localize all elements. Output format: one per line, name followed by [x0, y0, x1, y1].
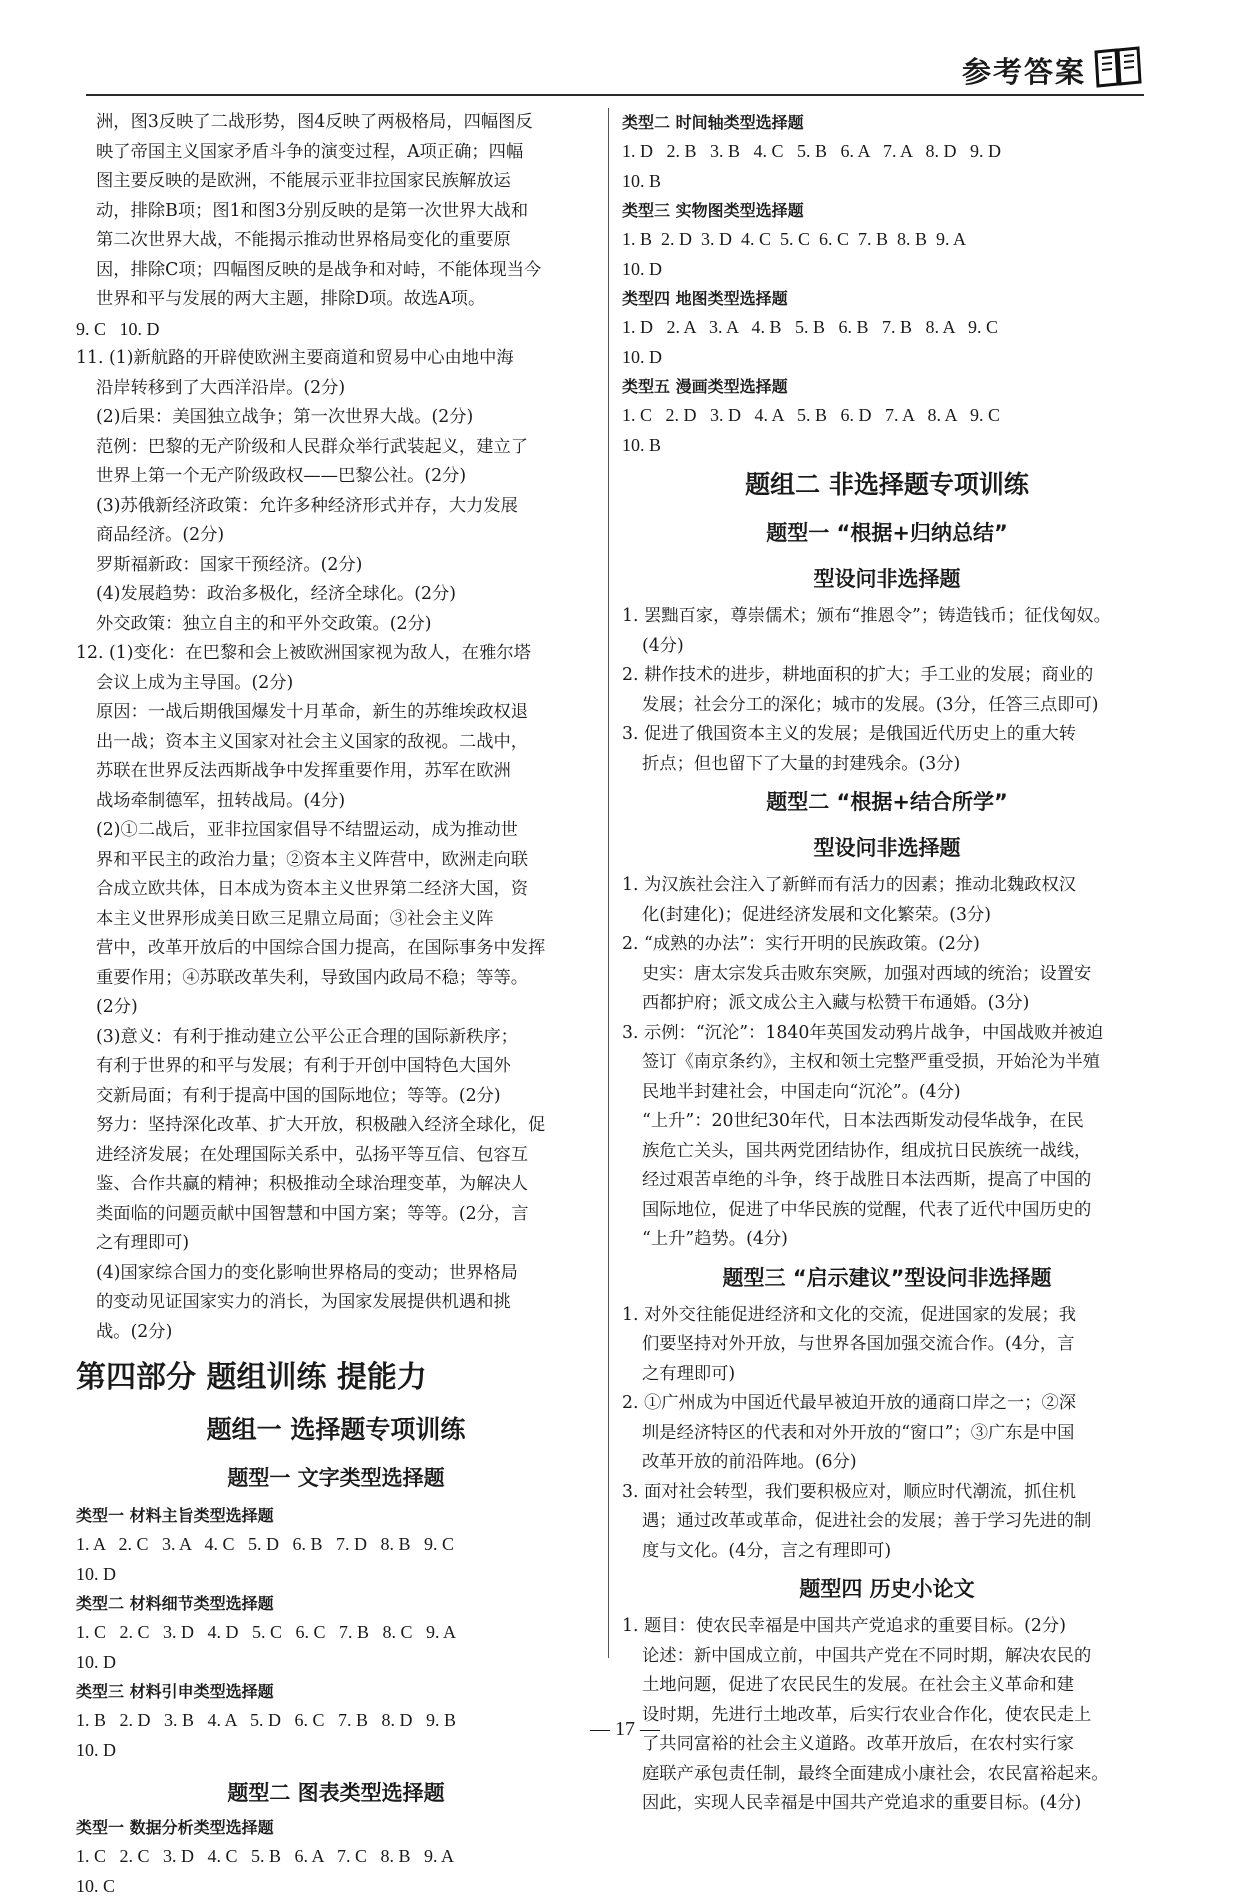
type-heading: 题型三 “启示建议”型设问非选择题 — [622, 1255, 1152, 1301]
text-line: 世界和平与发展的两大主题，排除D项。故选A项。 — [76, 285, 596, 315]
text-line: (3)苏俄新经济政策：允许多种经济形式并存，大力发展 — [76, 492, 596, 522]
text-line: 改革开放的前沿阵地。(6分) — [622, 1448, 1152, 1478]
subtype-heading: 类型四 地图类型选择题 — [622, 284, 1152, 313]
group-heading: 题组一 选择题专项训练 — [76, 1405, 596, 1455]
text-line: 了共同富裕的社会主义道路。改革开放后，在农村实行家 — [622, 1730, 1152, 1760]
right-column — [622, 108, 1152, 1688]
text-line: 发展；社会分工的深化；城市的发展。(3分，任答三点即可) — [622, 691, 1152, 721]
book-icon — [1092, 44, 1144, 90]
text-line: 国际地位，促进了中华民族的觉醒，代表了近代中国历史的 — [622, 1196, 1152, 1226]
text-line: 之有理即可) — [622, 1360, 1152, 1390]
type-heading: 题型二 图表类型选择题 — [76, 1773, 596, 1813]
text-line: 原因：一战后期俄国爆发十月革命，新生的苏维埃政权退 — [76, 698, 596, 728]
answer-key-line: 10. D — [622, 343, 1152, 373]
text-line: 西都护府；派文成公主入藏与松赞干布通婚。(3分) — [622, 989, 1152, 1019]
answer-key-line: 1. B 2. D 3. B 4. A 5. D 6. C 7. B 8. D 9. B — [76, 1706, 596, 1736]
question-line: 3. 促进了俄国资本主义的发展；是俄国近代历史上的重大转 — [622, 720, 1152, 750]
answer-key-line: 10. B — [622, 167, 1152, 197]
answer-key-line: 1. D 2. B 3. B 4. C 5. B 6. A 7. A 8. D 9. D — [622, 137, 1152, 167]
page-header — [86, 44, 1144, 96]
column-divider — [608, 108, 609, 1658]
text-line: 第二次世界大战，不能揭示推动世界格局变化的重要原 — [76, 226, 596, 256]
question-line: 2. “成熟的办法”：实行开明的民族政策。(2分) — [622, 930, 1152, 960]
text-line: 营中，改革开放后的中国综合国力提高，在国际事务中发挥 — [76, 934, 596, 964]
text-line: 罗斯福新政：国家干预经济。(2分) — [76, 551, 596, 581]
text-line: 沿岸转移到了大西洋沿岸。(2分) — [76, 374, 596, 404]
type-heading: 题型一 “根据+归纳总结” — [622, 510, 1152, 556]
text-line: 因此，实现人民幸福是中国共产党追求的重要目标。(4分) — [622, 1789, 1152, 1819]
text-line: 的变动见证国家实力的消长，为国家发展提供机遇和挑 — [76, 1288, 596, 1318]
text-line: 合成立欧共体，日本成为资本主义世界第二经济大国，资 — [76, 875, 596, 905]
text-line: 因，排除C项；四幅图反映的是战争和对峙，不能体现当今 — [76, 256, 596, 286]
text-line: 遇；通过改革或革命，促进社会的发展；善于学习先进的制 — [622, 1507, 1152, 1537]
text-line: 映了帝国主义国家矛盾斗争的演变过程，A项正确；四幅 — [76, 138, 596, 168]
text-line: 庭联产承包责任制，最终全面建成小康社会，农民富裕起来。 — [622, 1760, 1152, 1790]
text-line: 世界上第一个无产阶级政权——巴黎公社。(2分) — [76, 462, 596, 492]
left-column — [76, 108, 596, 1688]
answer-key-line: 10. D — [76, 1736, 596, 1766]
type-heading: 型设问非选择题 — [622, 556, 1152, 602]
text-line: 外交政策：独立自主的和平外交政策。(2分) — [76, 610, 596, 640]
text-line: (4)国家综合国力的变化影响世界格局的变动；世界格局 — [76, 1259, 596, 1289]
question-line: 1. 为汉族社会注入了新鲜而有活力的因素；推动北魏政权汉 — [622, 871, 1152, 901]
type-heading: 题型二 “根据+结合所学” — [622, 779, 1152, 825]
text-line: 化(封建化)；促进经济发展和文化繁荣。(3分) — [622, 901, 1152, 931]
text-line: 民地半封建社会，中国走向“沉沦”。(4分) — [622, 1078, 1152, 1108]
text-line: 族危亡关头，国共两党团结协作，组成抗日民族统一战线， — [622, 1137, 1152, 1167]
text-line: 重要作用；④苏联改革失利，导致国内政局不稳；等等。 — [76, 964, 596, 994]
text-line: 论述：新中国成立前，中国共产党在不同时期，解决农民的 — [622, 1642, 1152, 1672]
text-line: 之有理即可) — [76, 1229, 596, 1259]
subtype-heading: 类型一 数据分析类型选择题 — [76, 1813, 596, 1842]
subtype-heading: 类型三 实物图类型选择题 — [622, 196, 1152, 225]
text-line: 进经济发展；在处理国际关系中，弘扬平等互信、包容互 — [76, 1141, 596, 1171]
text-line: “上升”：20世纪30年代，日本法西斯发动侵华战争，在民 — [622, 1107, 1152, 1137]
text-line: (2分) — [76, 993, 596, 1023]
text-line: (2)①二战后，亚非拉国家倡导不结盟运动，成为推动世 — [76, 816, 596, 846]
type-heading: 题型四 历史小论文 — [622, 1566, 1152, 1612]
subtype-heading: 类型二 时间轴类型选择题 — [622, 108, 1152, 137]
subtype-heading: 类型二 材料细节类型选择题 — [76, 1589, 596, 1618]
text-line: 鉴、合作共赢的精神；积极推动全球治理变革，为解决人 — [76, 1170, 596, 1200]
type-heading: 题型一 文字类型选择题 — [76, 1455, 596, 1501]
text-line: 土地问题，促进了农民民生的发展。在社会主义革命和建 — [622, 1671, 1152, 1701]
text-line: 动，排除B项；图1和图3分别反映的是第一次世界大战和 — [76, 197, 596, 227]
answer-key-line: 10. C — [76, 1872, 596, 1901]
answer-key-line: 9. C 10. D — [76, 315, 596, 345]
text-line: 签订《南京条约》，主权和领土完整严重受损，开始沦为半殖 — [622, 1048, 1152, 1078]
text-line: 设时期，先进行土地改革，后实行农业合作化，使农民走上 — [622, 1701, 1152, 1731]
text-line: 界和平民主的政治力量；②资本主义阵营中，欧洲走向联 — [76, 846, 596, 876]
text-line: 洲，图3反映了二战形势，图4反映了两极格局，四幅图反 — [76, 108, 596, 138]
text-line: 商品经济。(2分) — [76, 521, 596, 551]
part-heading: 第四部分 题组训练 提能力 — [76, 1351, 596, 1405]
text-line: 本主义世界形成美日欧三足鼎立局面；③社会主义阵 — [76, 905, 596, 935]
text-line: 努力：坚持深化改革、扩大开放，积极融入经济全球化，促 — [76, 1111, 596, 1141]
answer-key-line: 1. D 2. A 3. A 4. B 5. B 6. B 7. B 8. A 9. C — [622, 313, 1152, 343]
answer-key-line: 10. D — [622, 255, 1152, 285]
text-line: 史实：唐太宗发兵击败东突厥，加强对西域的统治；设置安 — [622, 960, 1152, 990]
text-line: 出一战；资本主义国家对社会主义国家的敌视。二战中， — [76, 728, 596, 758]
question-line: 11. (1)新航路的开辟使欧洲主要商道和贸易中心由地中海 — [76, 344, 596, 374]
question-line: 1. 罢黜百家，尊崇儒术；颁布“推恩令”；铸造钱币；征伐匈奴。 — [622, 602, 1152, 632]
answer-key-line: 10. D — [76, 1560, 596, 1590]
question-line: 1. 对外交往能促进经济和文化的交流，促进国家的发展；我 — [622, 1301, 1152, 1331]
text-line: 交新局面；有利于提高中国的国际地位；等等。(2分) — [76, 1082, 596, 1112]
text-line: 有利于世界的和平与发展；有利于开创中国特色大国外 — [76, 1052, 596, 1082]
subtype-heading: 类型一 材料主旨类型选择题 — [76, 1501, 596, 1530]
text-line: (3)意义：有利于推动建立公平公正合理的国际新秩序； — [76, 1023, 596, 1053]
answer-key-line: 1. C 2. C 3. D 4. D 5. C 6. C 7. B 8. C 9. A — [76, 1618, 596, 1648]
text-line: 折点；但也留下了大量的封建残余。(3分) — [622, 750, 1152, 780]
text-line: 度与文化。(4分，言之有理即可) — [622, 1537, 1152, 1567]
answer-key-line: 1. A 2. C 3. A 4. C 5. D 6. B 7. D 8. B 9. C — [76, 1530, 596, 1560]
header-title: 参考答案 — [962, 50, 1086, 91]
text-line: (4分) — [622, 632, 1152, 662]
text-line: 苏联在世界反法西斯战争中发挥重要作用，苏军在欧洲 — [76, 757, 596, 787]
text-line: 战。(2分) — [76, 1318, 596, 1348]
text-line: “上升”趋势。(4分) — [622, 1225, 1152, 1255]
question-line: 3. 面对社会转型，我们要积极应对，顺应时代潮流，抓住机 — [622, 1478, 1152, 1508]
group-heading: 题组二 非选择题专项训练 — [622, 460, 1152, 510]
text-line: 们要坚持对外开放，与世界各国加强交流合作。(4分，言 — [622, 1330, 1152, 1360]
text-line: 图主要反映的是欧洲，不能展示亚非拉国家民族解放运 — [76, 167, 596, 197]
text-line: (2)后果：美国独立战争；第一次世界大战。(2分) — [76, 403, 596, 433]
question-line: 2. 耕作技术的进步，耕地面积的扩大；手工业的发展；商业的 — [622, 661, 1152, 691]
text-line: 战场牵制德军，扭转战局。(4分) — [76, 787, 596, 817]
question-line: 2. ①广州成为中国近代最早被迫开放的通商口岸之一；②深 — [622, 1389, 1152, 1419]
text-line: 会议上成为主导国。(2分) — [76, 669, 596, 699]
answer-key-line: 10. B — [622, 431, 1152, 461]
answer-key-line: 10. D — [76, 1648, 596, 1678]
answer-key-line: 1. C 2. D 3. D 4. A 5. B 6. D 7. A 8. A 9. C — [622, 401, 1152, 431]
text-line: 类面临的问题贡献中国智慧和中国方案；等等。(2分，言 — [76, 1200, 596, 1230]
answer-key-line: 1. B 2. D 3. D 4. C 5. C 6. C 7. B 8. B 9. A — [622, 225, 1152, 255]
answer-key-line: 1. C 2. C 3. D 4. C 5. B 6. A 7. C 8. B 9. A — [76, 1842, 596, 1872]
question-line: 12. (1)变化：在巴黎和会上被欧洲国家视为敌人，在雅尔塔 — [76, 639, 596, 669]
question-line: 3. 示例：“沉沦”：1840年英国发动鸦片战争，中国战败并被迫 — [622, 1019, 1152, 1049]
subtype-heading: 类型三 材料引申类型选择题 — [76, 1677, 596, 1706]
page-number: — 17 — — [0, 1718, 1250, 1741]
type-heading: 型设问非选择题 — [622, 825, 1152, 871]
text-line: 圳是经济特区的代表和对外开放的“窗口”；③广东是中国 — [622, 1419, 1152, 1449]
text-line: (4)发展趋势：政治多极化，经济全球化。(2分) — [76, 580, 596, 610]
text-line: 经过艰苦卓绝的斗争，终于战胜日本法西斯，提高了中国的 — [622, 1166, 1152, 1196]
subtype-heading: 类型五 漫画类型选择题 — [622, 372, 1152, 401]
question-line: 1. 题目：使农民幸福是中国共产党追求的重要目标。(2分) — [622, 1612, 1152, 1642]
text-line: 范例：巴黎的无产阶级和人民群众举行武装起义，建立了 — [76, 433, 596, 463]
